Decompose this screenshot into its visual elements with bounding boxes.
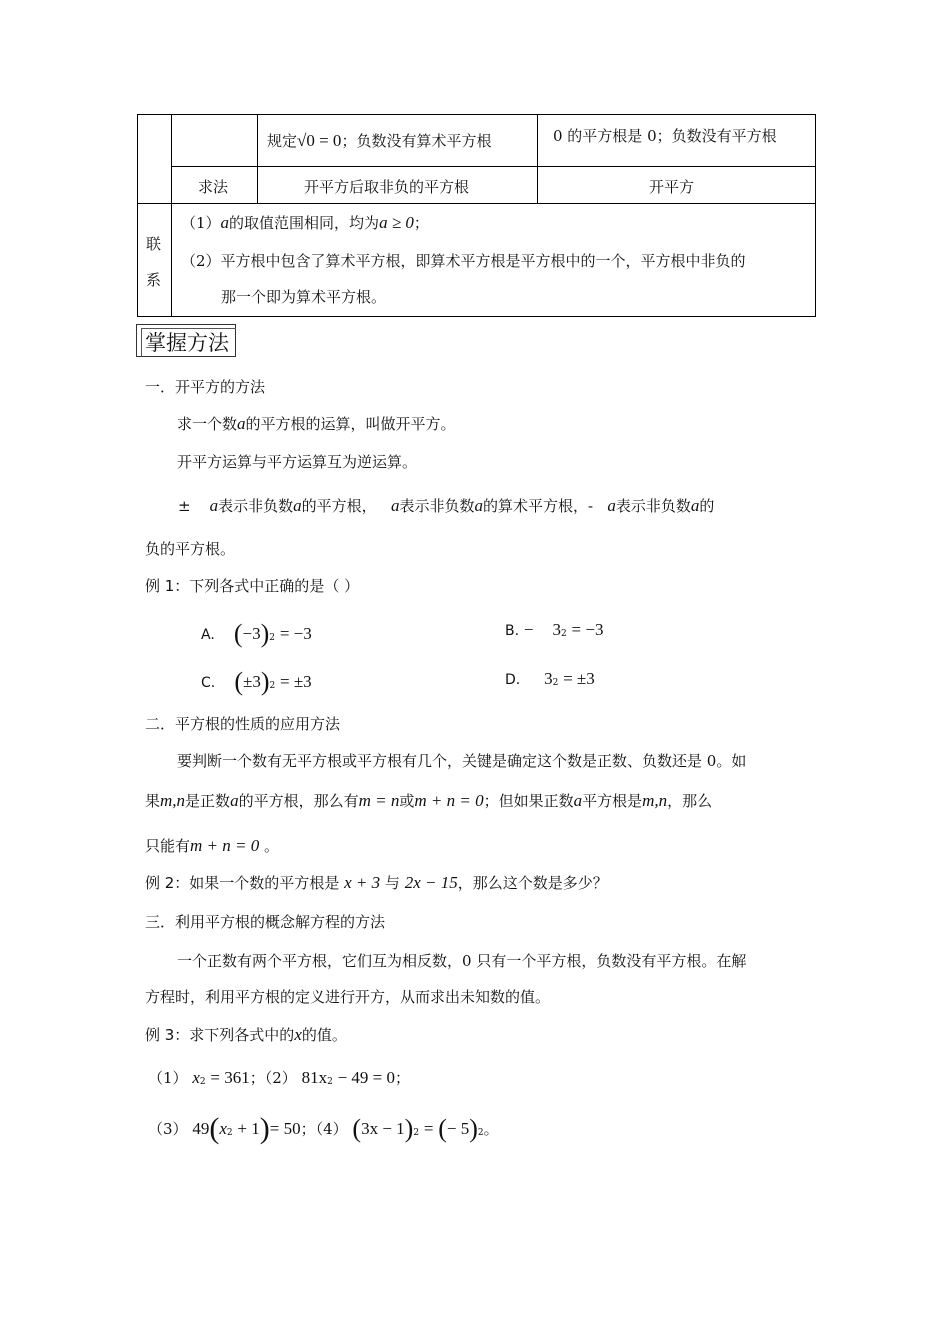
equation-line bbox=[148, 1067, 410, 1088]
text: 求一个数 bbox=[177, 415, 238, 433]
equation-line: （3） 49(x2 + 1)= 50；（4） (3x − 1)2 = (− 5)2。 bbox=[148, 1112, 499, 1145]
text: ± bbox=[178, 497, 191, 515]
paragraph: 方程时，利用平方根的定义进行开方，从而求出未知数的值。 bbox=[145, 988, 551, 1006]
math-var: a bbox=[474, 496, 484, 515]
exponent: 2 bbox=[269, 681, 276, 691]
example-2 bbox=[145, 872, 608, 893]
text: 的平方根，那么有 bbox=[238, 792, 359, 810]
formula: 3 bbox=[552, 620, 562, 639]
formula: x bbox=[219, 1119, 227, 1138]
paragraph bbox=[178, 495, 714, 516]
formula: = 50 bbox=[269, 1119, 301, 1138]
option-c: C. (±3)2 = ±3 bbox=[201, 667, 312, 696]
formula: 3 bbox=[544, 669, 553, 688]
formula: x bbox=[192, 1068, 200, 1087]
text: 与 bbox=[384, 874, 400, 892]
math-var: a bbox=[391, 496, 400, 515]
text: 或 bbox=[399, 792, 415, 810]
math-var: a bbox=[237, 414, 246, 433]
table-cell: 开平方 bbox=[649, 178, 695, 196]
table-cell: 开平方后取非负的平方根 bbox=[304, 178, 470, 196]
exponent: 2 bbox=[327, 1077, 333, 1087]
formula: m + n = 0 bbox=[414, 791, 484, 810]
text: （3） bbox=[148, 1120, 188, 1138]
exponent: 2 bbox=[477, 1128, 484, 1138]
math-var: a bbox=[607, 496, 616, 515]
formula: = −3 bbox=[571, 620, 604, 639]
text: 的平方根， bbox=[301, 497, 377, 515]
math-var: m,n bbox=[642, 791, 668, 810]
formula: = 361 bbox=[210, 1068, 250, 1087]
comparison-table bbox=[137, 114, 816, 317]
math-var: a bbox=[573, 791, 583, 810]
cell-text: 的取值范围相同，均为 bbox=[229, 214, 380, 232]
table-border-left bbox=[137, 114, 138, 317]
table-rule bbox=[537, 114, 538, 204]
math-var: a bbox=[220, 213, 230, 232]
table-border-bottom bbox=[137, 316, 816, 317]
table-cell: （2）平方根中包含了算术平方根，即算术平方根是平方根中的一个，平方根中非负的 bbox=[181, 252, 746, 270]
formula: √0 = 0 bbox=[297, 131, 342, 150]
paragraph: 一个正数有两个平方根，它们互为相反数，0 只有一个平方根，负数没有平方根。在解 bbox=[177, 952, 747, 970]
table-rule bbox=[171, 166, 816, 167]
formula: = ±3 bbox=[280, 672, 312, 691]
text: 只能有 bbox=[145, 837, 191, 855]
table-row-label: 联 bbox=[146, 235, 162, 253]
math-var: a bbox=[209, 496, 219, 515]
heading: 二．平方根的性质的应用方法 bbox=[145, 715, 341, 733]
table-row-label: 求法 bbox=[198, 178, 229, 196]
text: 的值。 bbox=[301, 1026, 347, 1044]
text: 的算术平方根，- bbox=[483, 497, 594, 515]
table-cell: 那一个即为算术平方根。 bbox=[221, 288, 387, 306]
option-label: D. bbox=[505, 672, 521, 688]
text: ；（4） bbox=[300, 1120, 348, 1138]
exponent: 2 bbox=[413, 1128, 420, 1138]
table-rule bbox=[171, 114, 172, 317]
text: ；（2） bbox=[249, 1069, 297, 1087]
table-cell bbox=[267, 130, 491, 151]
formula: 81x bbox=[301, 1068, 328, 1087]
formula: − 5 bbox=[446, 1119, 470, 1138]
formula: m + n = 0 bbox=[190, 836, 260, 855]
math-var: a bbox=[230, 791, 239, 810]
cell-text: ；负数没有算术平方根 bbox=[341, 132, 492, 150]
text: 平方根是 bbox=[582, 792, 643, 810]
heading: 三．利用平方根的概念解方程的方法 bbox=[145, 913, 386, 931]
text: 。 bbox=[264, 837, 280, 855]
table-rule bbox=[257, 114, 258, 204]
formula: − bbox=[523, 620, 534, 639]
option-a: A. (−3)2 = −3 bbox=[201, 619, 312, 648]
paragraph: 开平方运算与平方运算互为逆运算。 bbox=[177, 453, 418, 471]
text: ，那么 bbox=[667, 792, 713, 810]
formula: ±3 bbox=[242, 672, 261, 691]
text: 表示非负数 bbox=[399, 497, 475, 515]
formula: 49 bbox=[192, 1119, 210, 1138]
math-var: x bbox=[294, 1025, 302, 1044]
formula: 3x − 1 bbox=[361, 1119, 405, 1138]
formula: = bbox=[423, 1119, 434, 1138]
example-3 bbox=[145, 1024, 347, 1045]
paragraph: 负的平方根。 bbox=[145, 540, 236, 558]
formula: = −3 bbox=[279, 624, 312, 643]
option-label: C. bbox=[201, 675, 216, 691]
text: ； bbox=[395, 1069, 411, 1087]
option-label: B. bbox=[505, 623, 520, 639]
option-b bbox=[505, 620, 603, 640]
formula: m = n bbox=[358, 791, 400, 810]
paragraph: 要判断一个数有无平方根或平方根有几个，关键是确定这个数是正数、负数还是 0。如 bbox=[177, 752, 747, 770]
cell-text: （1） bbox=[181, 214, 221, 232]
table-row-label: 系 bbox=[146, 271, 162, 289]
paragraph bbox=[145, 790, 712, 811]
paragraph bbox=[177, 413, 456, 434]
text: 例 3：求下列各式中的 bbox=[145, 1026, 295, 1044]
heading: 一．开平方的方法 bbox=[145, 378, 266, 396]
option-d bbox=[505, 669, 595, 689]
exponent: 2 bbox=[552, 678, 559, 688]
text: ，那么这个数是多少？ bbox=[457, 874, 608, 892]
formula: 2x − 15 bbox=[404, 873, 458, 892]
text: 。 bbox=[483, 1120, 499, 1138]
table-cell bbox=[181, 212, 429, 233]
text: 表示非负数 bbox=[218, 497, 294, 515]
table-border-right bbox=[815, 114, 816, 317]
table-cell: 0 的平方根是 0；负数没有平方根 bbox=[553, 127, 777, 145]
cell-text: 规定 bbox=[267, 132, 298, 150]
formula: a ≥ 0 bbox=[379, 213, 414, 232]
text: 的 bbox=[699, 497, 715, 515]
text: （1） bbox=[148, 1069, 188, 1087]
paragraph bbox=[145, 835, 279, 856]
exponent: 2 bbox=[199, 1077, 206, 1087]
math-var: a bbox=[293, 496, 302, 515]
section-title: 掌握方法 bbox=[145, 331, 229, 355]
math-var: a bbox=[690, 496, 700, 515]
formula: x + 3 bbox=[344, 873, 381, 892]
table-border-top bbox=[137, 114, 816, 115]
formula: = ±3 bbox=[563, 669, 595, 688]
text: 是正数 bbox=[185, 792, 231, 810]
exponent: 2 bbox=[226, 1128, 233, 1138]
text: 例 2：如果一个数的平方根是 bbox=[145, 874, 340, 892]
formula: −3 bbox=[242, 624, 261, 643]
text: 的平方根的运算，叫做开平方。 bbox=[245, 415, 456, 433]
example-label: 例 1：下列各式中正确的是（ ） bbox=[145, 577, 360, 595]
math-var: m,n bbox=[160, 791, 186, 810]
formula: − 49 = 0 bbox=[337, 1068, 396, 1087]
table-rule bbox=[137, 203, 816, 204]
option-label: A. bbox=[201, 627, 215, 643]
exponent: 2 bbox=[561, 629, 567, 639]
text: 果 bbox=[145, 792, 161, 810]
text: 表示非负数 bbox=[615, 497, 691, 515]
exponent: 2 bbox=[269, 633, 276, 643]
text: ；但如果正数 bbox=[483, 792, 574, 810]
formula: + 1 bbox=[237, 1119, 260, 1138]
cell-text: ； bbox=[413, 214, 429, 232]
